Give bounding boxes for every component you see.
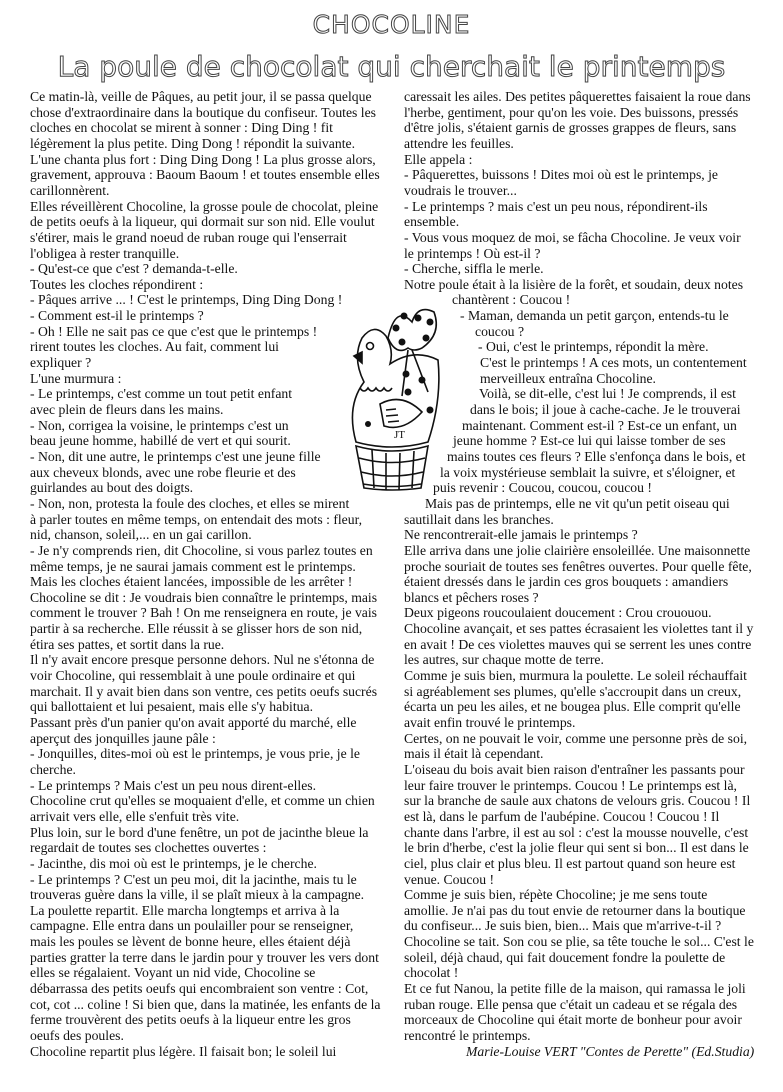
left-column-line: parties gratter la terre dans le jardin pour y trouver les vers dont [30,949,379,965]
right-column-line: étaient dressés dans le jardin ces gros bouquets : amandiers [404,574,729,590]
right-column-line: Certes, on ne pouvait le voir, comme une personne près de soi, [404,730,748,746]
right-column-line: - Le printemps ? mais c'est un peu nous, répondirent-ils [404,198,708,214]
story-subtitle: La poule de chocolat qui cherchait le printemps [57,50,726,83]
right-column-line: Chocoline se tait. Son cou se plie, sa tête touche le sol... C'est le [404,934,754,950]
left-column-line: Chocoline se dit : Je voudrais bien connaître le printemps, mais [30,589,378,605]
right-column-line: Elle arriva dans une jolie clairière ensoleillée. Une maisonnette [404,542,751,558]
right-column-line: soleil, déjà chaud, qui fait doucement fondre la poulette de [404,949,726,965]
right-column-line: Chocoline avançait, et ses pattes écrasaient les violettes tant il y [404,621,754,637]
left-column-line: l'obligea à rester tranquille. [30,245,180,261]
left-column-line: Ce matin-là, veille de Pâques, au petit jour, il se passa quelque [30,89,372,104]
right-column-line: C'est le printemps ! A ces mots, un contentement [480,355,747,371]
right-column-line: Deux pigeons roucoulaient doucement : Crou crououou. [404,605,712,621]
left-column-line: L'une chanta plus fort : Ding Ding Dong ! La plus grosse alors, [30,151,376,167]
left-column-line: Toutes les cloches répondirent : [30,276,204,292]
right-column-line: chantèrent : Coucou ! [452,292,571,308]
right-column-line: proche souriait de toutes ses fenêtres ouvertes. Pour quelle fête, [404,558,752,574]
left-column-line: - Non, corrigea la voisine, le printemps c'est un [30,417,289,433]
right-column-line: coucou ? [475,323,525,339]
left-column-line: ferme trouvèrent des petits oeufs à la liqueur entre les gros [30,1012,351,1028]
right-column-line: ciel, plus clair et plus bleu. Il est partout quand son heure est [404,855,736,871]
chocolate-hen-illustration [342,296,444,492]
right-column-line: Mais pas de printemps, elle ne vit qu'un petit oiseau qui [425,495,730,511]
left-column-line: de petits oeufs à la liqueur, qui dormait sur son nid. Elle voulut [30,214,375,230]
left-column-line: qui ballottaient et lui pesaient, mais elle s'y habitua. [30,699,313,715]
left-column-line: avec plein de fleurs dans les mains. [30,402,224,417]
right-column-line: - Maman, demanda un petit garçon, entends-tu le [460,308,729,324]
left-column-line: - Oh ! Elle ne sait pas ce que c'est que le printemps ! [30,323,318,339]
right-column-line: Ne rencontrerait-elle jamais le printemps ? [404,527,638,543]
right-column-line: en avait ! De ces violettes mauves qui se serrent les unes contre [404,636,752,652]
left-column-line: à parler toutes en même temps, on entendait des mots : fleur, [30,511,363,527]
right-column-line: - Pâquerettes, buissons ! Dites moi où est le printemps, je [404,167,719,183]
right-column-line: chante dans l'arbre, il est au sol : c'est la mousse nouvelle, c'est [404,824,749,840]
right-column-line: Elle appela : [404,151,473,167]
left-column-line: guirlandes au bout des doigts. [30,480,194,496]
left-column-line: campagne. Elle entra dans un poulailler pour se renseigner, [30,918,354,934]
left-column-line: arrivait vers elle, elle s'enfuit très vite. [30,808,240,824]
left-column-line: - Jacinthe, dis moi où est le printemps, je le cherche. [30,855,317,871]
left-column-line: chose d'extraordinaire dans la boutique du confiseur. Toutes les [30,104,377,120]
left-column-line: regardait de toutes ses clochettes ouvertes : [30,840,267,856]
right-column-line: blancs et pêchers roses ? [404,589,539,605]
right-column-line: amollie. Je n'ai pas du tout envie de retourner dans la boutique [404,902,746,918]
right-column-line: d'être jolis, s'étaient garnis de grosses grappes de fleurs, sans [404,120,737,136]
left-column-line: légèrement la plus petite. Ding Dong ! répondit la suivante. [30,135,355,151]
left-column-line: - Je n'y comprends rien, dit Chocoline, si vous parlez toutes en [30,542,373,558]
left-column-line: étira ses pattes, et sortit dans la rue. [30,636,225,652]
left-column-line: rirent toutes les cloches. Au fait, comment lui [30,339,279,355]
left-column-line: aux cheveux blonds, avec une robe fleurie et des [30,464,296,480]
left-column-line: - Le printemps ? C'est un peu moi, dit la jacinthe, mais tu le [30,871,357,887]
author-credit: Marie-Louise VERT "Contes de Perette" (Ed.Studia) [466,1043,755,1059]
left-column-line: s'étirer, mais le grand noeud de ruban rouge qui l'enserrait [30,229,347,245]
left-column-line: Passant près d'un panier qu'on avait apporté du marché, elle [30,715,357,730]
right-column-line: sur la branche de saule aux chatons de velours gris. Coucou ! Il [404,793,751,809]
right-column-line: si agréablement ses plumes, qu'elle s'accroupit dans un creux, [404,683,742,699]
left-column-line: marchait. Il y avait bien dans son ventre, ces petits oeufs sucrés [30,683,378,699]
left-column-line: - Non, dit une autre, le printemps c'est une jeune fille [30,448,321,464]
right-column-line: Et ce fut Nanou, la petite fille de la maison, qui ramassa le joli [404,981,746,997]
left-column-line: L'une murmura : [30,370,122,386]
left-column-line: comment le trouver ? Bah ! On me renseignera en route, je vais [30,605,377,621]
left-column-line: cot, cot ... coline ! Si bien que, dans la matinée, les enfants de la [30,996,381,1012]
right-column-line: dans le bois; il joue à cache-cache. Je le trouverai [470,402,741,417]
right-column-line: - Cherche, siffla le merle. [404,261,544,277]
left-column-line: oeufs des poules. [30,1028,124,1043]
left-column-line: - Jonquilles, dites-moi où est le printemps, je vous prie, je le [30,746,360,762]
illustrator-signature: JT [394,429,405,441]
left-column-line: voir Chocoline, qui ressemblait à une poule ordinaire et qui [30,668,356,684]
right-column-line: venue. Coucou ! [404,871,495,887]
right-column-line: morceaux de Chocoline qui était morte de bonheur pour avoir [404,1012,742,1028]
right-column-line: - Oui, c'est le printemps, répondit la mère. [478,339,709,355]
left-column-line: Il n'y avait encore presque personne dehors. Nul ne s'étonna de [30,652,375,668]
left-column-line: débarrassa des petits oeufs qui encombraient son ventre : Cot, [30,981,369,997]
right-column-line: ruban rouge. Elle pensa que c'était un cadeau et se régala des [404,996,738,1012]
left-column-line: partir à sa recherche. Elle réussit à se glisser hors de son nid, [30,621,363,637]
left-column-line: cloches en chocolat se mirent à sonner : Ding Ding ! fit [30,120,333,136]
right-column-line: caressait les ailes. Des petites pâquerettes faisaient la roue dans [404,89,751,104]
right-column-line: est là, dans le parfum de l'aubépine. Coucou ! Coucou ! Il [404,808,720,824]
left-column-line: Elles réveillèrent Chocoline, la grosse poule de chocolat, pleine [30,198,379,214]
right-column-line: rencontré le printemps. [404,1028,531,1043]
right-column-line: du confiseur... Je suis bien, bien... Mais que m'arrive-t-il ? [404,918,722,934]
right-column-line: les autres, sur chaque motte de terre. [404,652,604,668]
left-column-line: - Le printemps, c'est comme un tout petit enfant [30,386,293,402]
left-column-line: beau jeune homme, habillé de vert et qui sourit. [30,433,291,449]
right-column-line: le printemps ! Où est-il ? [404,245,541,261]
left-column-line: cherche. [30,761,76,777]
right-column-line: leur faire trouver le printemps. Coucou ! Le printemps est là, [404,777,737,793]
right-column-line: Voilà, se dit-elle, c'est lui ! Je comprends, il est [479,386,736,402]
left-column-line: carillonnèrent. [30,182,110,198]
right-column-line: mais il était là cependant. [404,746,544,762]
left-column-line: - Qu'est-ce que c'est ? demanda-t-elle. [30,261,238,277]
right-column-line: écarta un peu les ailes, et ne bougea plus. Elle comprit qu'elle [404,699,741,715]
left-column-line: mais les poules se lèvent de bonne heure, elles étaient déjà [30,934,351,950]
left-column-line: Mais les cloches étaient lancées, impossible de les arrêter ! [30,574,353,590]
right-column-line: mains toutes ces fleurs ? Elle s'enfonça dans le bois, et [447,448,746,464]
left-column-line: Plus loin, sur le bord d'une fenêtre, un pot de jacinthe bleue la [30,824,369,840]
left-column-line: elles se régalaient. Voyant un nid vide, Chocoline se [30,965,316,981]
left-column-line: nid, chanson, soleil,... en un gai carillon. [30,527,252,543]
right-column-line: - Vous vous moquez de moi, se fâcha Chocoline. Je veux voir [404,229,741,245]
right-column-line: merveilleux entraîna Chocoline. [480,370,656,386]
right-column-line: sautillait dans les branches. [404,511,554,527]
right-column-line: Notre poule était à la lisière de la forêt, et soudain, deux notes [404,276,744,292]
left-column-line: même temps, je ne saurai jamais comment est le printemps. [30,558,356,574]
story-title: CHOCOLINE [312,10,471,39]
right-column-line: puis revenir : Coucou, coucou, coucou ! [433,480,652,496]
left-column-line: aperçut des jonquilles jaune pâle : [30,730,216,746]
left-column-line: trouveras guère dans la ville, il se plaît mieux à la campagne. [30,887,365,903]
left-column-line: - Pâques arrive ... ! C'est le printemps, Ding Ding Dong ! [30,292,343,308]
right-column-line: attendre les feuilles. [404,135,514,151]
right-column-line: voudrais le trouver... [404,182,517,198]
right-column-line: chocolat ! [404,965,459,981]
left-column-line: - Comment est-il le printemps ? [30,308,204,324]
right-column-line: maintenant. Comment est-il ? Est-ce un enfant, un [462,417,737,433]
left-column-line: Chocoline crut qu'elles se moquaient d'elle, et comme un chien [30,793,375,809]
left-column-line: La poulette repartit. Elle marcha longtemps et arriva à la [30,902,340,918]
right-column-line: Comme je suis bien, répète Chocoline; je me sens toute [404,887,708,903]
left-column-line: expliquer ? [30,355,92,371]
basket [356,446,428,490]
right-column-line: jeune homme ? Est-ce lui qui laisse tomber de ses [453,433,726,449]
right-column-line: la voix mystérieuse semblait la suivre, et s'éloigner, et [440,464,736,480]
right-column-line: le brin d'herbe, c'est la jolie fleur qui sent si bon... Il est dans le [404,840,749,856]
right-column-line: L'oiseau du bois avait bien raison d'entraîner les passants pour [404,761,745,777]
left-column-line: - Non, non, protesta la foule des cloches, et elles se mirent [30,495,350,511]
left-column-line: Chocoline repartit plus légère. Il faisait bon; le soleil lui [30,1043,337,1059]
left-column-line: - Le printemps ? Mais c'est un peu nous dirent-elles. [30,777,317,793]
right-column-line: l'herbe, gentiment, pour qu'on les voie. Des buissons, pressés [404,104,739,120]
right-column-line: Comme je suis bien, murmura la poulette. Le soleil réchauffait [404,668,747,684]
right-column-line: ensemble. [404,214,460,230]
right-column-line: avait enfin trouvé le printemps. [404,715,576,730]
left-column-line: gravement, approuva : Baoum Baoum ! et toutes ensemble elles [30,167,380,183]
